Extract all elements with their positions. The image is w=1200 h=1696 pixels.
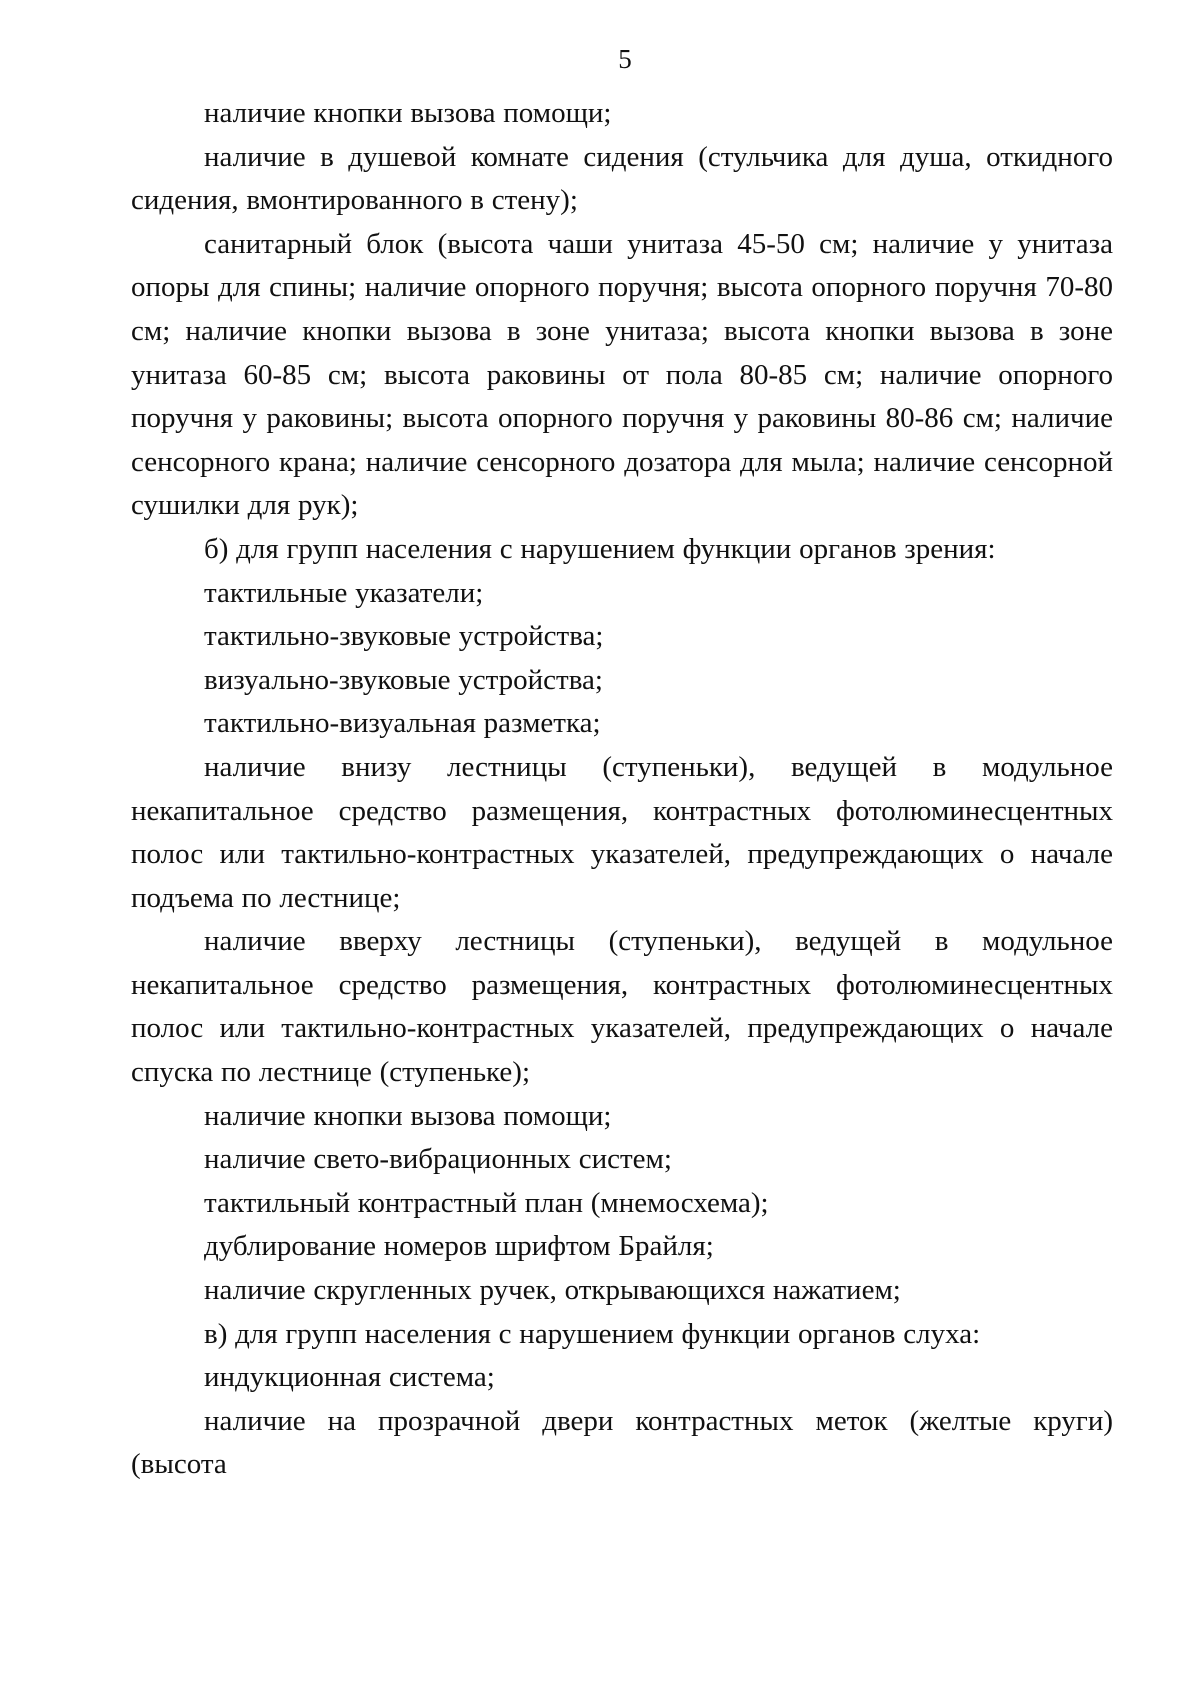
paragraph: наличие свето-вибрационных систем; xyxy=(204,1143,672,1176)
paragraph: наличие внизу лестницы (ступеньки), ведущей в модульное некапитальное средство размещения, контрастных фотолюминесцентных полос или тактильно-контрастных указателей, предупреждающих о начале подъема по лестнице; xyxy=(131,750,1113,914)
paragraph: наличие вверху лестницы (ступеньки), ведущей в модульное некапитальное средство размещения, контрастных фотолюминесцентных полос или тактильно-контрастных указателей, предупреждающих о начале спуска по лестнице (ступеньке); xyxy=(131,925,1113,1089)
paragraph: наличие скругленных ручек, открывающихся нажатием; xyxy=(204,1274,901,1307)
paragraph: наличие кнопки вызова помощи; xyxy=(204,97,612,129)
paragraph: тактильно-звуковые устройства; xyxy=(204,620,604,653)
paragraph: тактильно-визуальная разметка; xyxy=(204,707,601,740)
paragraph: визуально-звуковые устройства; xyxy=(204,663,603,696)
document-body xyxy=(131,92,1113,1487)
paragraph: тактильный контрастный план (мнемосхема); xyxy=(204,1186,769,1219)
paragraph: санитарный блок (высота чаши унитаза 45-50 см; наличие у унитаза опоры для спины; наличие опорного поручня; высота опорного поручня 70-80 см; наличие кнопки вызова в зоне унитаза; высота кнопки вызова в зоне унитаза 60-85 см; высота раковины от пола 80-85 см; наличие опорного поручня у раковины; высота опорного поручня у раковины 80-86 см; наличие сенсорного крана; наличие сенсорного дозатора для мыла; наличие сенсорной сушилки для рук); xyxy=(131,227,1113,522)
page-number: 5 xyxy=(618,44,632,74)
paragraph: тактильные указатели; xyxy=(204,576,484,609)
paragraph: дублирование номеров шрифтом Брайля; xyxy=(204,1230,714,1263)
paragraph: б) для групп населения с нарушением функции органов зрения: xyxy=(204,532,996,565)
paragraph: в) для групп населения с нарушением функции органов слуха: xyxy=(204,1317,981,1350)
paragraph: наличие кнопки вызова помощи; xyxy=(204,1099,612,1132)
paragraph: наличие на прозрачной двери контрастных меток (желтые круги) (высота xyxy=(131,1404,1113,1481)
paragraph: индукционная система; xyxy=(204,1361,495,1394)
paragraph: наличие в душевой комнате сидения (стульчика для душа, откидного сидения, вмонтированного в стену); xyxy=(131,140,1113,217)
